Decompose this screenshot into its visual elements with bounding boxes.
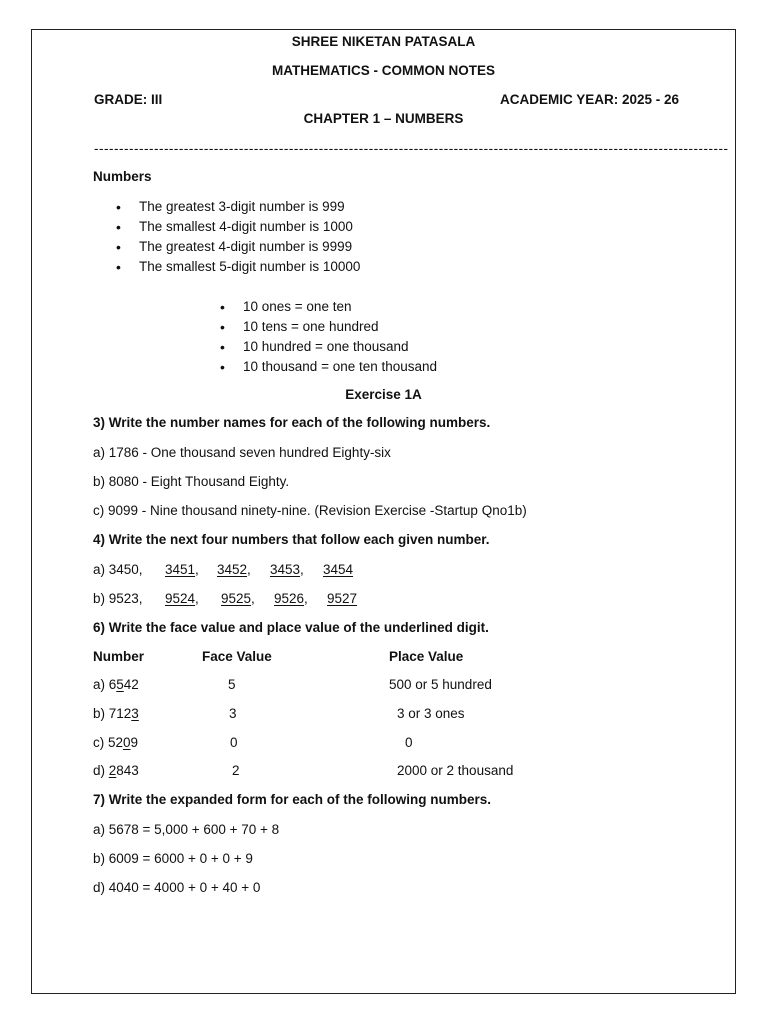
question-3: 3) Write the number names for each of the following numbers. (93, 415, 491, 430)
list-item: • The smallest 4-digit number is 1000 (139, 217, 360, 237)
answer-line: b) 8080 - Eight Thousand Eighty. (93, 474, 290, 489)
sequence-number: 3452, (217, 562, 251, 577)
answer-line: a) 5678 = 5,000 + 600 + 70 + 8 (93, 822, 280, 837)
table-cell-face-value: 2 (232, 763, 240, 778)
list-item: • The greatest 4-digit number is 9999 (139, 237, 360, 257)
number-facts-list (139, 197, 360, 277)
answer-line: d) 4040 = 4000 + 0 + 40 + 0 (93, 880, 261, 895)
table-cell-number: b) 7123 (93, 706, 139, 721)
table-cell-place-value: 2000 or 2 thousand (397, 763, 514, 778)
sequence-label: b) 9523, (93, 591, 143, 606)
sequence-number: 3453, (270, 562, 304, 577)
table-cell-number: d) 2843 (93, 763, 139, 778)
table-cell-face-value: 3 (229, 706, 237, 721)
list-item: • The greatest 3-digit number is 999 (139, 197, 360, 217)
chapter-title: CHAPTER 1 – NUMBERS (303, 111, 464, 126)
list-item: • 10 thousand = one ten thousand (243, 357, 437, 377)
table-cell-face-value: 0 (230, 735, 238, 750)
answer-line: b) 6009 = 6000 + 0 + 0 + 9 (93, 851, 253, 866)
table-cell-face-value: 5 (228, 677, 236, 692)
separator-rule: ------------------------------------------------------------------------------------------------------------------------------- (94, 141, 729, 156)
question-4: 4) Write the next four numbers that follow each given number. (93, 532, 490, 547)
question-7: 7) Write the expanded form for each of the following numbers. (93, 792, 492, 807)
column-header-face-value: Face Value (202, 649, 272, 664)
table-cell-place-value: 0 (405, 735, 413, 750)
list-item: • The smallest 5-digit number is 10000 (139, 257, 360, 277)
sequence-number: 9527 (327, 591, 358, 606)
list-item: • 10 hundred = one thousand (243, 337, 437, 357)
sequence-number: 9526, (274, 591, 308, 606)
sequence-number: 9524, (165, 591, 199, 606)
answer-line: c) 9099 - Nine thousand ninety-nine. (Revision Exercise -Startup Qno1b) (93, 503, 527, 518)
academic-year-label: ACADEMIC YEAR: 2025 - 26 (500, 92, 680, 107)
exercise-title: Exercise 1A (345, 387, 422, 402)
list-item: • 10 ones = one ten (243, 297, 437, 317)
column-header-place-value: Place Value (389, 649, 464, 664)
sequence-label: a) 3450, (93, 562, 143, 577)
table-cell-number: a) 6542 (93, 677, 139, 692)
sequence-number: 9525, (221, 591, 255, 606)
question-6: 6) Write the face value and place value of the underlined digit. (93, 620, 489, 635)
sequence-number: 3454 (323, 562, 354, 577)
numbers-heading: Numbers (93, 169, 152, 184)
sequence-number: 3451, (165, 562, 199, 577)
place-conversion-list (243, 297, 437, 377)
table-cell-place-value: 3 or 3 ones (397, 706, 465, 721)
column-header-number: Number (93, 649, 145, 664)
grade-label: GRADE: III (94, 92, 163, 107)
list-item: • 10 tens = one hundred (243, 317, 437, 337)
document-title: MATHEMATICS - COMMON NOTES (272, 63, 495, 78)
answer-line: a) 1786 - One thousand seven hundred Eighty-six (93, 445, 391, 460)
table-cell-place-value: 500 or 5 hundred (389, 677, 492, 692)
table-cell-number: c) 5209 (93, 735, 139, 750)
school-name: SHREE NIKETAN PATASALA (291, 34, 476, 49)
